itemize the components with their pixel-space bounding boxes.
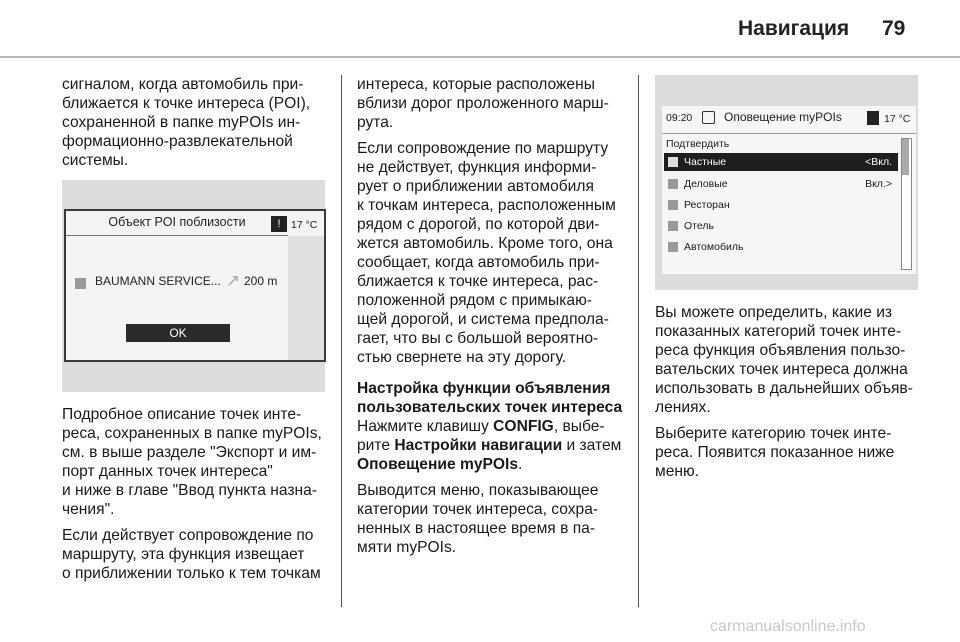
poi-distance: 200 m [244,274,278,288]
category-icon [668,200,678,210]
title-separator [662,133,916,134]
confirm-item[interactable]: Подтвердить [666,138,730,150]
poi-name: BAUMANN SERVICE... [95,274,221,288]
side-panel [288,236,324,360]
temperature-display: 17 °C [884,113,911,125]
col1-paragraph-1: сигналом, когда автомобиль при- ближается к точке интереса (POI), сохраненной в папке myPOIs ин- формационно-развлекательной системы. [62,76,311,169]
poi-nearby-screen [64,209,326,362]
category-icon [668,221,678,231]
col3-paragraph-2: Выберите категорию точек инте- реса. Появится показанное ниже меню. [655,425,895,480]
temperature-display: 17 °C [291,219,318,231]
screen-title: Объект POI поблизости [108,215,246,229]
column-3 [655,303,955,488]
col1-paragraph-2: Подробное описание точек инте- реса, сохраненных в папке myPOIs, см. в выше разделе "Экспорт и им- порт данных точек интереса" и ниже в главе "Ввод пункта назна- чения". [62,406,322,518]
column-1-bottom [62,405,334,590]
header-rule [0,56,960,58]
screen-title: Оповещение myPOIs [724,110,842,124]
page-header [0,0,960,58]
page-title: Навигация [738,17,850,40]
col2-paragraph-2: Если сопровождение по маршруту не действует, функция информи- рует о приближении автомобиля к точкам интереса, расположенным рядом с дорогой, по которой дви- жется автомобиль. Кроме того, она сообщает, когда автомобиль при- ближается к точке интереса, рас- положенной рядом с примыкаю- щей дорогой, и система предпола- гает, что вы с большой вероятно- стью свернете на эту дорогу. [357,140,616,366]
page-number: 79 [882,17,906,40]
menu-item-business[interactable]: Деловые Вкл.> [664,175,898,193]
category-icon [668,157,678,167]
category-icon [668,242,678,252]
column-2 [357,75,632,564]
clock-time: 09:20 [666,112,693,124]
direction-arrow-icon: ↗ [226,271,241,290]
section-heading: Настройка функции объявления пользовательских точек интереса [357,380,623,416]
col1-paragraph-3: Если действует сопровождение по маршруту, эта функция извещает о приближении только к тем точкам [62,527,321,582]
mypois-alert-label: Оповещение myPOIs [357,456,519,473]
column-1-top [62,75,334,177]
column-divider-1 [341,75,342,607]
poi-icon [75,278,86,289]
nav-settings-label: Настройки навигации [394,437,563,454]
mypois-alert-screen [662,106,916,274]
col2-paragraph-1: интереса, которые расположены вблизи дорог проложенного марш- рута. [357,76,609,131]
ok-button[interactable]: OK [126,324,230,342]
menu-item-hotel[interactable]: Отель [664,217,898,235]
scrollbar-thumb[interactable] [902,139,909,175]
col2-paragraph-4: Выводится меню, показывающее категории точек интереса, сохра- ненных в настоящее время в па- мяти myPOIs. [357,482,599,556]
column-divider-2 [638,75,639,607]
menu-item-car[interactable]: Автомобиль [664,238,898,256]
col3-paragraph-1: Вы можете определить, какие из показанных категорий точек инте- реса функция объявления пользо- вательских точек интереса должна использовать в дальнейших объяв- лениях. [655,304,913,416]
title-separator [66,235,288,236]
warning-icon: ! [271,216,287,232]
warning-icon [867,111,879,125]
menu-item-private[interactable]: Частные <Вкл. [664,153,898,171]
watermark: carmanualsonline.info [710,618,866,635]
category-icon [668,179,678,189]
col2-paragraph-3: Нажмите клавишу CONFIG, выбе- рите Настройки навигации и затем Оповещение myPOIs. [357,418,622,473]
menu-item-restaurant[interactable]: Ресторан [664,196,898,214]
clock-icon [702,111,715,124]
config-key: CONFIG [493,418,554,435]
